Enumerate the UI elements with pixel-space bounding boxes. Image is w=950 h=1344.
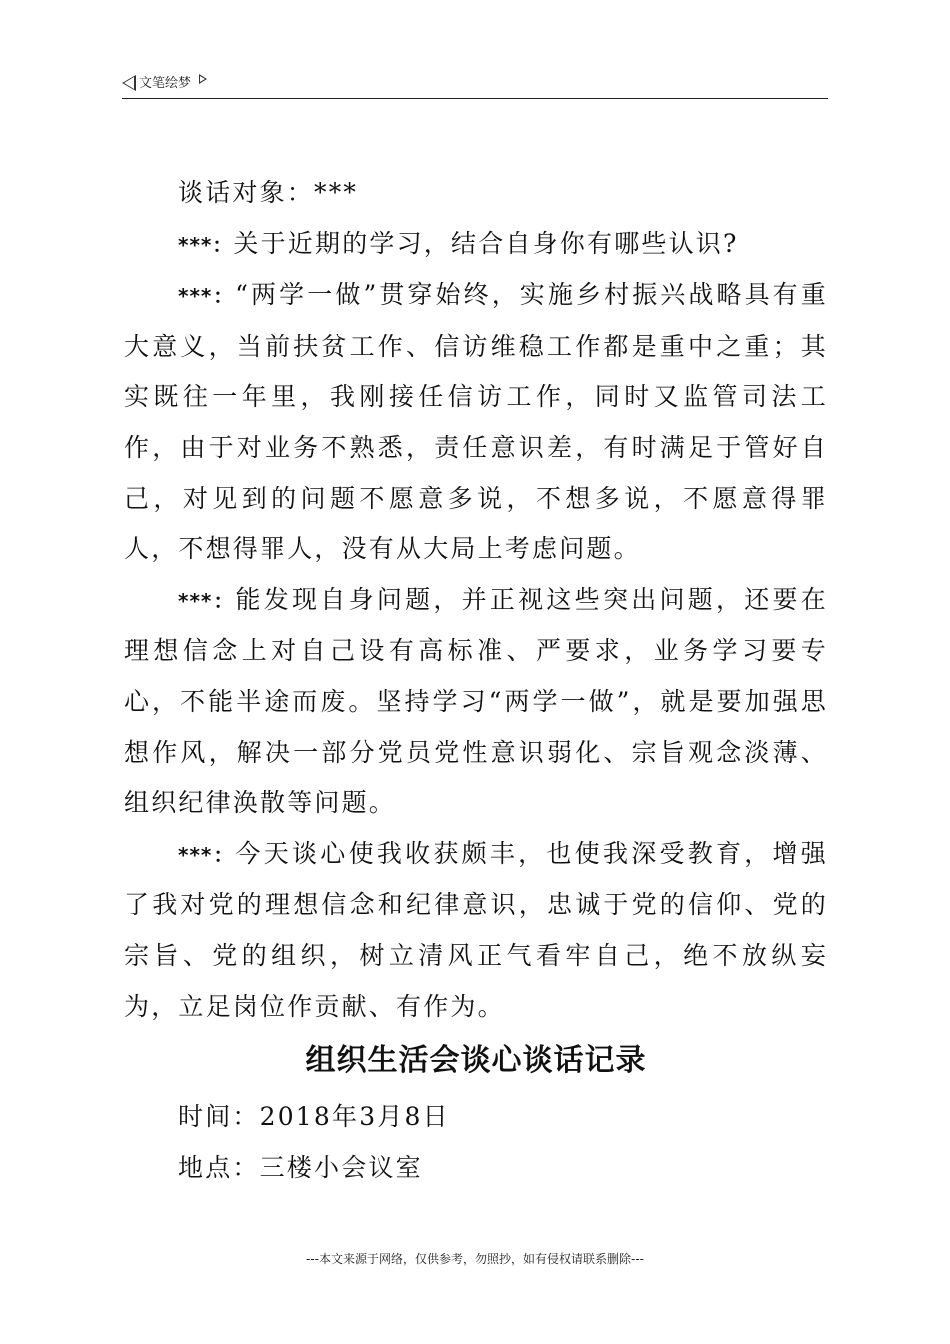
speaker-label: ***：: [178, 232, 234, 257]
page-footer: ---本文来源于网络，仅供参考，勿照抄，如有侵权请联系删除---: [306, 1252, 644, 1266]
speaker-label: ***：: [178, 588, 236, 613]
dialogue-paragraph: [124, 829, 828, 1032]
paragraph-text: 谈话对象：***: [178, 178, 359, 207]
paragraph-text: “两学一做”贯穿始终，实施乡村振兴战略具有重大意义，当前扶贫工作、信访维稳工作都是重中之重；其实既往一年里，我刚接任信访工作，同时又监管司法工作，由于对业务不熟悉，责任意识差，有时满足于管好自己，对见到的问题不愿意多说，不想多说，不愿意得罪人，不想得罪人，没有从大局上考虑问题。: [124, 280, 828, 564]
header-brand: [122, 74, 207, 94]
meeting-time: 时间：2018年3月8日: [178, 1102, 450, 1132]
speaker-label: ***：: [178, 284, 236, 309]
document-body: [124, 168, 828, 1193]
meeting-place: 地点：三楼小会议室: [178, 1152, 423, 1182]
speaker-label: ***：: [178, 842, 236, 867]
section-title: 组织生活会谈心谈话记录: [305, 1043, 647, 1079]
dialogue-paragraph: [124, 270, 828, 575]
dialogue-paragraph: [124, 575, 828, 829]
page-header: [122, 74, 828, 99]
interview-subject: [124, 168, 828, 219]
paragraph-text: 能发现自身问题，并正视这些突出问题，还要在理想信念上对自己设有高标准、严要求，业务学习要专心，不能半途而废。坚持学习“两学一做”，就是要加强思想作风，解决一部分党员党性意识弱化、宗旨观念淡薄、组织纪律涣散等问题。: [124, 584, 828, 818]
paragraph-text: 今天谈心使我收获颇丰，也使我深受教育，增强了我对党的理想信念和纪律意识，忠诚于党的信仰、党的宗旨、党的组织，树立清风正气看牢自己，绝不放纵妄为，立足岗位作贡献、有作为。: [124, 838, 828, 1021]
paragraph-text: 关于近期的学习，结合自身你有哪些认识?: [233, 228, 739, 258]
right-triangle-icon: [199, 74, 207, 84]
left-triangle-icon: [122, 75, 136, 91]
header-text: 文笔绘梦: [139, 76, 192, 91]
dialogue-paragraph: [124, 219, 828, 271]
